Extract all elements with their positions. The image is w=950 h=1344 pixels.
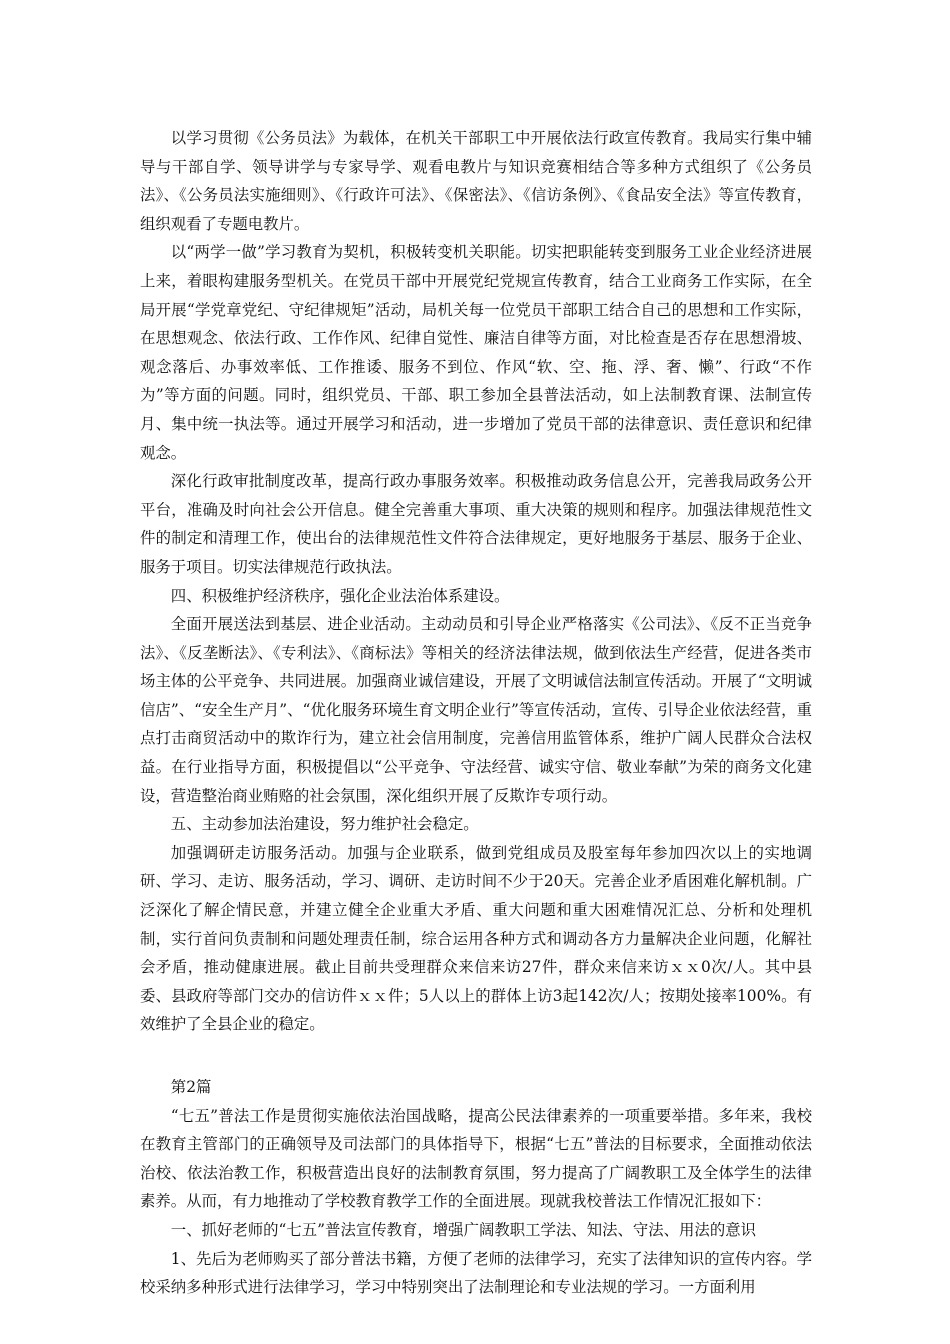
paragraph: 全面开展送法到基层、进企业活动。主动动员和引导企业严格落实《公司法》、《反不正当竞争法》、《反垄断法》、《专利法》、《商标法》等相关的经济法律法规，做到依法生产经营，促进各类市场主体的公平竞争、共同进展。加强商业诚信建设，开展了文明诚信法制宣传活动。开展了“文明诚信店”、“安全生产月”、“优化服务环境生育文明企业行”等宣传活动，宣传、引导企业依法经营，重点打击商贸活动中的欺诈行为，建立社会信用制度，完善信用监管体系，维护广阔人民群众合法权益。在行业指导方面，积极提倡以“公平竞争、守法经营、诚实守信、敬业奉献”为荣的商务文化建设，营造整治商业贿赂的社会氛围，深化组织开展了反欺诈专项行动。 — [140, 615, 812, 805]
section-heading: 一、抓好老师的“七五”普法宣传教育，增强广阔教职工学法、知法、守法、用法的意识 — [170, 1220, 756, 1239]
section-gap — [140, 1039, 812, 1073]
section-heading: 五、主动参加法治建设，努力维护社会稳定。 — [170, 815, 479, 834]
paragraph: 1、先后为老师购买了部分普法书籍，方便了老师的法律学习，充实了法律知识的宣传内容。学校采纳多种形式进行法律学习，学习中特别突出了法制理论和专业法规的学习。一方面利用 — [140, 1249, 812, 1297]
document-page — [140, 124, 812, 1302]
paragraph: 以学习贯彻《公务员法》为载体，在机关干部职工中开展依法行政宣传教育。我局实行集中辅导与干部自学、领导讲学与专家导学、观看电教片与知识竞赛相结合等多种方式组织了《公务员法》、《公务员法实施细则》、《行政许可法》、《保密法》、《信访条例》、《食品安全法》等宣传教育，组织观看了专题电教片。 — [140, 129, 812, 233]
paragraph: 深化行政审批制度改革，提高行政办事服务效率。积极推动政务信息公开，完善我局政务公开平台，准确及时向社会公开信息。健全完善重大事项、重大决策的规则和程序。加强法律规范性文件的制定和清理工作，使出台的法律规范性文件符合法律规定，更好地服务于基层、服务于企业、服务于项目。切实法律规范行政执法。 — [140, 472, 812, 576]
paragraph: 加强调研走访服务活动。加强与企业联系，做到党组成员及股室每年参加四次以上的实地调研、学习、走访、服务活动，学习、调研、走访时间不少于20天。完善企业矛盾困难化解机制。广泛深化了解企情民意，并建立健全企业重大矛盾、重大问题和重大困难情况汇总、分析和处理机制，实行首问负责制和问题处理责任制，综合运用各种方式和调动各方力量解决企业问题，化解社会矛盾，推动健康进展。截止目前共受理群众来信来访27件，群众来信来访ｘｘ0次/人。其中县委、县政府等部门交办的信访件ｘｘ件；5人以上的群体上访3起142次/人；按期处接率100%。有效维护了全县企业的稳定。 — [140, 843, 812, 1034]
paragraph: “七五”普法工作是贯彻实施依法治国战略，提高公民法律素养的一项重要举措。多年来，我校在教育主管部门的正确领导及司法部门的具体指导下，根据“七五”普法的目标要求，全面推动依法治校、依法治教工作，积极营造出良好的法制教育氛围，努力提高了广阔教职工及全体学生的法律素养。从而，有力地推动了学校教育教学工作的全面进展。现就我校普法工作情况汇报如下： — [140, 1106, 812, 1211]
paragraph: 以“两学一做”学习教育为契机，积极转变机关职能。切实把职能转变到服务工业企业经济进展上来，着眼构建服务型机关。在党员干部中开展党纪党规宣传教育，结合工业商务工作实际，在全局开展“学党章党纪、守纪律规矩”活动，局机关每一位党员干部职工结合自己的思想和工作实际，在思想观念、依法行政、工作作风、纪律自觉性、廉洁自律等方面，对比检查是否存在思想滑坡、观念落后、办事效率低、工作推诿、服务不到位、作风“软、空、拖、浮、奢、懒”、行政“不作为”等方面的问题。同时，组织党员、干部、职工参加全县普法活动，如上法制教育课、法制宣传月、集中统一执法等。通过开展学习和活动，进一步增加了党员干部的法律意识、责任意识和纪律观念。 — [140, 243, 812, 462]
section-title: 第2篇 — [170, 1078, 212, 1096]
section-heading: 四、积极维护经济秩序，强化企业法治体系建设。 — [170, 586, 510, 605]
